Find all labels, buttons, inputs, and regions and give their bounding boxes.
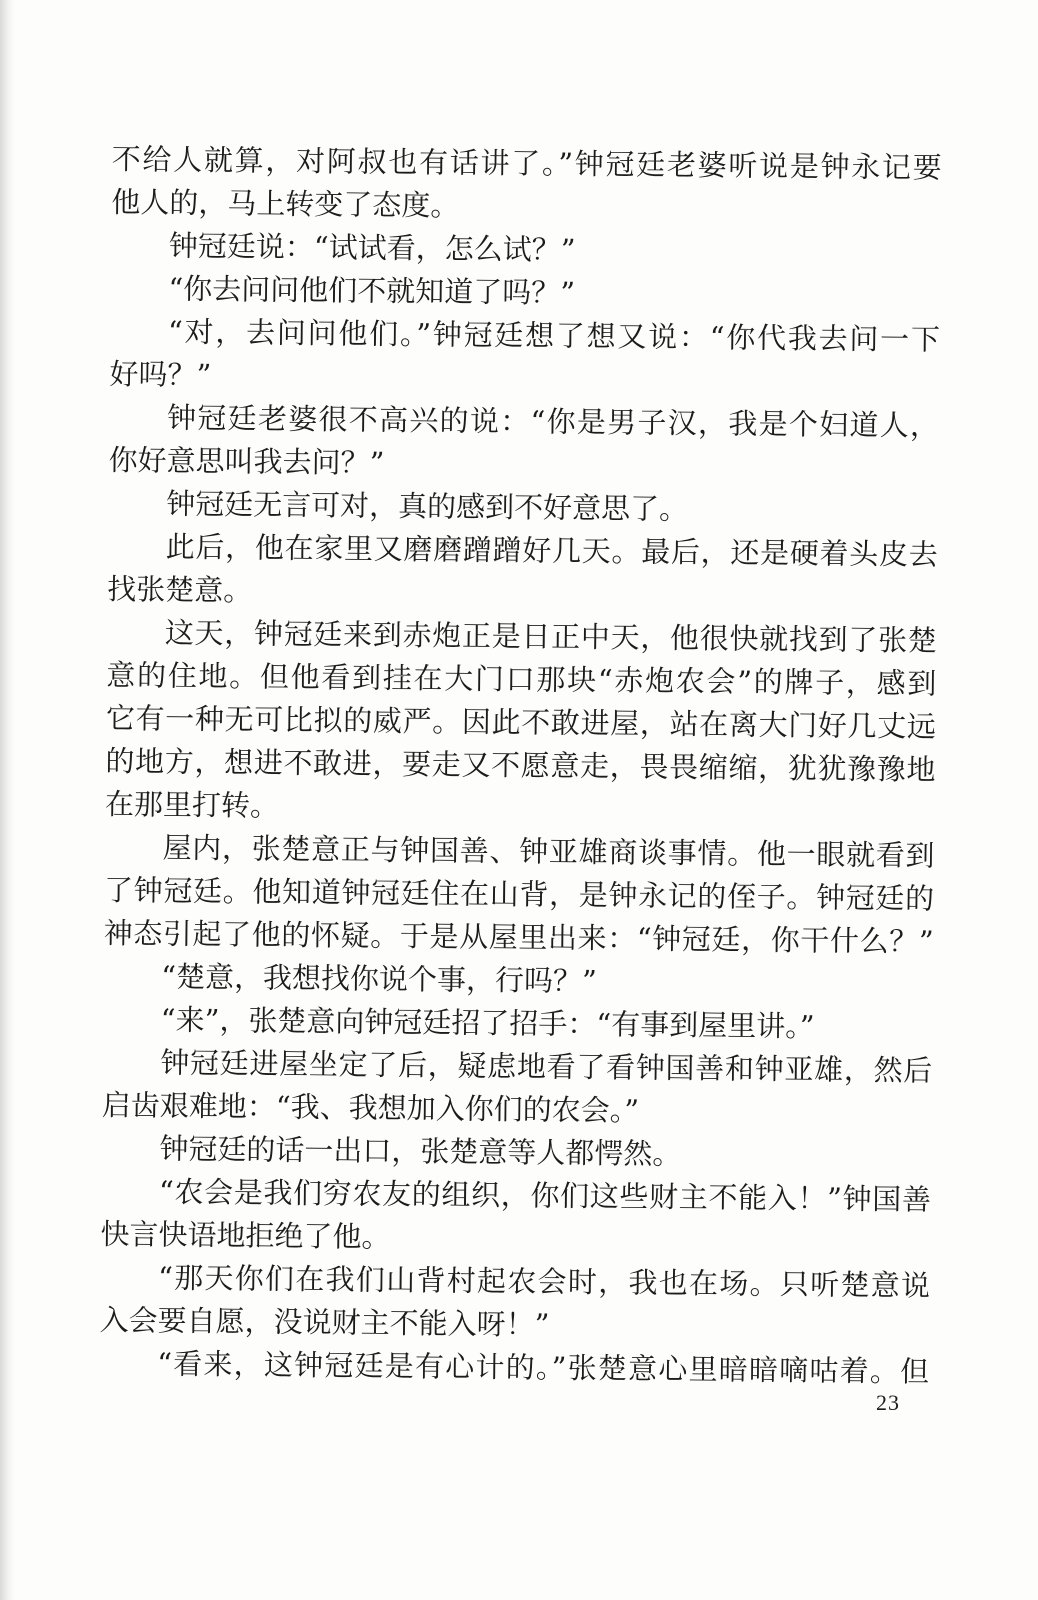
text-line: 钟冠廷进屋坐定了后，疑虑地看了看钟国善和钟亚雄，然后 <box>160 1045 933 1088</box>
text-line: “对，去问问他们。”钟冠廷想了想又说：“你代我去问一下 <box>167 314 941 357</box>
text-line: 了钟冠廷。他知道钟冠廷住在山背，是钟永记的侄子。钟冠廷的 <box>103 872 935 916</box>
text-line: 屋内，张楚意正与钟国善、钟亚雄商谈事情。他一眼就看到 <box>162 830 935 873</box>
text-line: 入会要自愿，没说财主不能入呀！” <box>99 1302 550 1342</box>
text-line: 钟冠廷的话一出口，张楚意等人都愕然。 <box>159 1131 682 1172</box>
text-line: 钟冠廷说：“试试看，怎么试？” <box>168 228 576 267</box>
text-line: “农会是我们穷农友的组织，你们这些财主不能入！”钟国善 <box>158 1174 932 1217</box>
text-line: “你去问问他们不就知道了吗？” <box>168 271 576 310</box>
text-line: 你好意思叫我去问？” <box>108 442 385 480</box>
text-line: 神态引起了他的怀疑。于是从屋里出来：“钟冠廷，你干什么？” <box>103 915 934 959</box>
text-line: 这天，钟冠廷来到赤炮正是日正中天，他很快就找到了张楚 <box>164 615 937 658</box>
text-line: 的地方，想进不敢进，要走又不愿意走，畏畏缩缩，犹犹豫豫地 <box>105 743 936 787</box>
text-line: “那天你们在我们山背村起农会时，我也在场。只听楚意说 <box>157 1260 931 1303</box>
text-line: 启齿艰难地：“我、我想加入你们的农会。” <box>101 1087 640 1128</box>
text-line: 钟冠廷老婆很不高兴的说：“你是男子汉，我是个妇道人， <box>166 400 940 443</box>
page-binding-edge <box>0 0 14 1600</box>
text-line: 快言快语地拒绝了他。 <box>100 1216 391 1254</box>
text-line: 找张楚意。 <box>107 571 253 608</box>
text-line: 他人的，马上转变了态度。 <box>111 184 460 223</box>
text-line: 不给人就算，对阿叔也有话讲了。”钟冠廷老婆听说是钟永记要 <box>111 141 942 185</box>
text-line: 好吗？” <box>109 356 212 393</box>
text-line: “楚意，我想找你说个事，行吗？” <box>161 959 598 999</box>
text-line: 钟冠廷无言可对，真的感到不好意思了。 <box>165 486 689 527</box>
text-line: “来”，张楚意向钟冠廷招了招手：“有事到屋里讲。” <box>160 1002 815 1044</box>
body-text <box>99 138 942 1394</box>
page-number: 23 <box>876 1390 900 1415</box>
text-line: 意的住地。但他看到挂在大门口那块“赤炮农会”的牌子，感到 <box>106 657 937 701</box>
text-line: “看来，这钟冠廷是有心计的。”张楚意心里暗暗嘀咕着。但 <box>156 1346 930 1389</box>
text-line: 它有一种无可比拟的威严。因此不敢进屋，站在离大门好几丈远 <box>105 700 937 744</box>
text-line: 在那里打转。 <box>104 786 280 823</box>
text-line: 此后，他在家里又磨磨蹭蹭好几天。最后，还是硬着头皮去 <box>165 529 938 572</box>
